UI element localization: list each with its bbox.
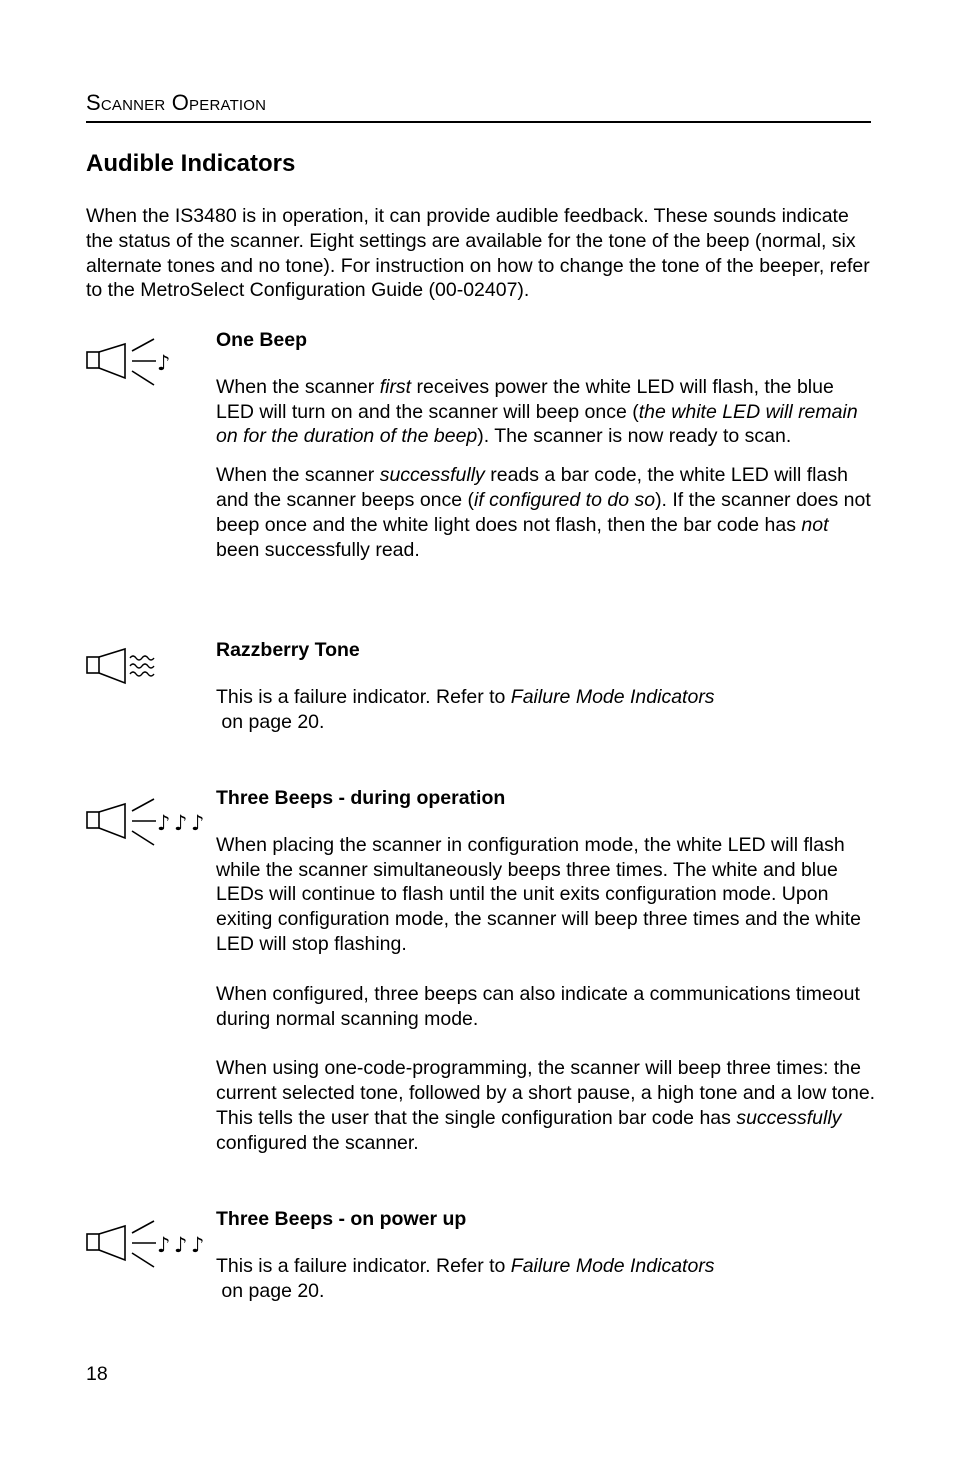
speaker-three-beeps-icon [84, 794, 214, 850]
indicator-razzberry-tone [216, 638, 876, 734]
intro-paragraph: When the IS3480 is in operation, it can provide audible feedback. These sounds indicate the status of the scanner. Eight settings are available for the tone of the beep (normal, six alternate tones and no tone). For instruction on how to change the tone of the beeper, refer to the MetroSelect Configuration Guide (00-02407). [86, 205, 870, 302]
speaker-three-beeps-icon [84, 1216, 214, 1272]
indicator-paragraph: When the scanner first receives power the white LED will flash, the blue LED will turn on and the scanner will beep once (the white LED will remain on for the duration of the beep). The scanner is now ready to scan. [216, 375, 858, 448]
indicator-title: One Beep [216, 329, 308, 351]
indicator-three-beeps-power-up [216, 1207, 876, 1303]
speaker-one-beep-icon [84, 334, 184, 390]
music-note-icon: ♪ [174, 1233, 188, 1257]
section-label: Scanner Operation [86, 90, 267, 115]
page-header [86, 88, 871, 123]
music-note-icon: ♪ [157, 1233, 171, 1257]
music-note-icon: ♪ [157, 811, 171, 835]
indicator-paragraph: This is a failure indicator. Refer to Failure Mode Indicators on page 20. [216, 685, 715, 733]
music-note-icon: ♪ [191, 1233, 205, 1257]
indicator-paragraph: This is a failure indicator. Refer to Failure Mode Indicators on page 20. [216, 1254, 715, 1302]
indicator-paragraph: When the scanner successfully reads a bar code, the white LED will flash and the scanner beeps once (if configured to do so). If the scanner does not beep once and the white light does not flash, then the bar code has not been successfully read. [216, 464, 871, 561]
music-note-icon: ♪ [191, 811, 205, 835]
indicator-title: Razzberry Tone [216, 639, 360, 661]
indicator-paragraph: When placing the scanner in configuration mode, the white LED will flash while the scanner simultaneously beeps three times. The white and blue LEDs will continue to flash until the unit exits configuration mode. Upon exiting configuration mode, the scanner will beep three times and the white LED will stop flashing. [216, 833, 861, 955]
speaker-razzberry-icon [84, 645, 184, 687]
indicator-one-beep [216, 328, 876, 562]
indicator-title: Three Beeps - on power up [216, 1208, 467, 1230]
indicator-title: Three Beeps - during operation [216, 787, 506, 809]
indicator-paragraph: When configured, three beeps can also indicate a communications timeout during normal scanning mode. [216, 982, 860, 1030]
page-number: 18 [86, 1363, 108, 1385]
music-note-icon: ♪ [157, 351, 171, 375]
indicator-three-beeps-operation [216, 786, 876, 1156]
page-title: Audible Indicators [86, 150, 296, 177]
music-note-icon: ♪ [174, 811, 188, 835]
indicator-paragraph: When using one-code-programming, the scanner will beep three times: the current selected tone, followed by a short pause, a high tone and a low tone. This tells the user that the single configuration bar code has successfully configured the scanner. [216, 1057, 876, 1154]
